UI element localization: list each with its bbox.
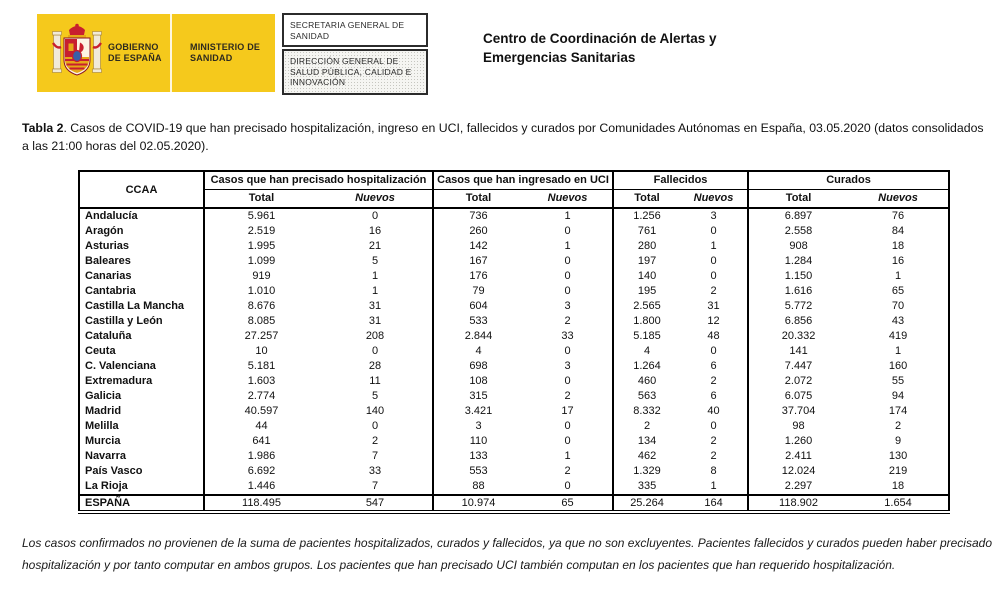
value-cell: 12 xyxy=(707,315,720,327)
column-header-ccaa: CCAA xyxy=(79,171,204,208)
value-cell: 1.329 xyxy=(613,464,680,479)
value-cell: 2.558 xyxy=(748,224,848,239)
value-cell: 0 xyxy=(564,435,571,447)
value-cell: 2.565 xyxy=(613,299,680,314)
ccaa-cell: País Vasco xyxy=(85,465,143,477)
value-cell: 2 xyxy=(371,435,379,447)
table-row xyxy=(79,224,949,239)
value-cell: 460 xyxy=(613,374,680,389)
ccaa-cell: Baleares xyxy=(85,255,131,267)
total-value-cell: 65 xyxy=(523,495,613,512)
org-boxes xyxy=(282,13,428,95)
value-cell: 160 xyxy=(888,360,908,372)
value-cell: 2.297 xyxy=(748,479,848,495)
value-cell: 134 xyxy=(613,434,680,449)
value-cell: 335 xyxy=(613,479,680,495)
value-cell: 40 xyxy=(707,405,720,417)
org-box-direccion-general: DIRECCIÓN GENERAL DE SALUD PÚBLICA, CALIDAD E INNOVACIÓN xyxy=(282,49,428,95)
value-cell: 18 xyxy=(891,480,905,492)
table-row xyxy=(79,359,949,374)
value-cell: 31 xyxy=(368,315,382,327)
total-row xyxy=(79,495,949,512)
value-cell: 7.447 xyxy=(748,359,848,374)
table-body xyxy=(79,208,949,495)
value-cell: 0 xyxy=(564,420,571,432)
value-cell: 736 xyxy=(433,208,523,224)
spain-coat-of-arms-icon xyxy=(52,23,102,84)
value-cell: 16 xyxy=(891,255,905,267)
value-cell: 1 xyxy=(894,270,902,282)
group-header-uci: Casos que han ingresado en UCI xyxy=(433,171,613,189)
value-cell: 6.692 xyxy=(204,464,318,479)
ccaa-cell: Canarias xyxy=(85,270,132,282)
value-cell: 0 xyxy=(564,270,571,282)
value-cell: 33 xyxy=(368,465,382,477)
ccaa-cell: Navarra xyxy=(85,450,126,462)
value-cell: 0 xyxy=(564,225,571,237)
value-cell: 110 xyxy=(433,434,523,449)
table-row xyxy=(79,329,949,344)
value-cell: 84 xyxy=(891,225,905,237)
table-row xyxy=(79,419,949,434)
value-cell: 2 xyxy=(564,315,571,327)
footnote: Los casos confirmados no provienen de la suma de pacientes hospitalizados, curados y fallecidos, ya que no son excluyentes. Pacientes fallecidos y curados pueden haber precisado hospitalización y por tanto computar en ambos grupos. Los pacientes que han precisado UCI también computan en los pacientes que han requerido hospitalización. xyxy=(22,536,992,572)
value-cell: 3 xyxy=(710,210,717,222)
value-cell: 76 xyxy=(891,210,905,222)
ccaa-cell: Murcia xyxy=(85,435,121,447)
value-cell: 10 xyxy=(204,344,318,359)
value-cell: 3 xyxy=(433,419,523,434)
ccaa-cell: Andalucía xyxy=(85,210,138,222)
value-cell: 12.024 xyxy=(748,464,848,479)
value-cell: 0 xyxy=(710,255,717,267)
table-row xyxy=(79,269,949,284)
subheader-uci-total: Total xyxy=(433,189,523,208)
total-value-cell: 118.495 xyxy=(204,495,318,512)
value-cell: 563 xyxy=(613,389,680,404)
value-cell: 7 xyxy=(371,480,379,492)
value-cell: 3 xyxy=(564,300,571,312)
ccaa-cell: Galicia xyxy=(85,390,122,402)
table-row xyxy=(79,449,949,464)
org-box-secretaria: SECRETARIA GENERAL DE SANIDAD xyxy=(282,13,428,47)
value-cell: 11 xyxy=(369,375,381,387)
value-cell: 919 xyxy=(204,269,318,284)
value-cell: 140 xyxy=(365,405,385,417)
subheader-uci-nuevos: Nuevos xyxy=(523,189,613,208)
table-row xyxy=(79,284,949,299)
value-cell: 20.332 xyxy=(748,329,848,344)
total-value-cell: 547 xyxy=(318,495,433,512)
value-cell: 33 xyxy=(561,330,574,342)
value-cell: 4 xyxy=(613,344,680,359)
value-cell: 3.421 xyxy=(433,404,523,419)
table-caption xyxy=(22,119,990,155)
value-cell: 8 xyxy=(710,465,717,477)
value-cell: 553 xyxy=(433,464,523,479)
table-row xyxy=(79,389,949,404)
covid-table xyxy=(78,170,950,514)
value-cell: 65 xyxy=(891,285,905,297)
value-cell: 2 xyxy=(894,420,902,432)
value-cell: 6.897 xyxy=(748,208,848,224)
subheader-hosp-total: Total xyxy=(204,189,318,208)
ccaa-cell: Castilla La Mancha xyxy=(85,300,185,312)
value-cell: 1.099 xyxy=(204,254,318,269)
value-cell: 1.260 xyxy=(748,434,848,449)
value-cell: 604 xyxy=(433,299,523,314)
table-row xyxy=(79,464,949,479)
value-cell: 5 xyxy=(371,255,379,267)
value-cell: 1 xyxy=(564,450,571,462)
value-cell: 130 xyxy=(888,450,908,462)
value-cell: 7 xyxy=(371,450,379,462)
value-cell: 48 xyxy=(707,330,720,342)
value-cell: 1.603 xyxy=(204,374,318,389)
value-cell: 141 xyxy=(748,344,848,359)
value-cell: 315 xyxy=(433,389,523,404)
value-cell: 44 xyxy=(204,419,318,434)
value-cell: 2 xyxy=(710,450,717,462)
value-cell: 419 xyxy=(888,330,908,342)
group-header-hospitalizacion: Casos que han precisado hospitalización xyxy=(204,171,433,189)
value-cell: 3 xyxy=(564,360,571,372)
logo-divider xyxy=(170,14,172,92)
value-cell: 6.856 xyxy=(748,314,848,329)
value-cell: 0 xyxy=(710,270,717,282)
government-label: GOBIERNO DE ESPAÑA xyxy=(108,42,162,63)
value-cell: 79 xyxy=(433,284,523,299)
value-cell: 1.616 xyxy=(748,284,848,299)
value-cell: 1.150 xyxy=(748,269,848,284)
value-cell: 1 xyxy=(710,480,717,492)
value-cell: 27.257 xyxy=(204,329,318,344)
value-cell: 0 xyxy=(710,225,717,237)
value-cell: 108 xyxy=(433,374,523,389)
ccaa-cell: Ceuta xyxy=(85,345,116,357)
value-cell: 1.446 xyxy=(204,479,318,495)
group-header-fallecidos: Fallecidos xyxy=(613,171,748,189)
ministry-label: MINISTERIO DE SANIDAD xyxy=(190,42,261,63)
value-cell: 1.986 xyxy=(204,449,318,464)
value-cell: 698 xyxy=(433,359,523,374)
table-row xyxy=(79,479,949,495)
value-cell: 142 xyxy=(433,239,523,254)
value-cell: 9 xyxy=(894,435,902,447)
value-cell: 2.411 xyxy=(748,449,848,464)
subheader-hosp-nuevos: Nuevos xyxy=(318,189,433,208)
value-cell: 8.332 xyxy=(613,404,680,419)
value-cell: 167 xyxy=(433,254,523,269)
ccaa-cell: La Rioja xyxy=(85,480,128,492)
value-cell: 1 xyxy=(371,270,379,282)
value-cell: 1.256 xyxy=(613,208,680,224)
value-cell: 88 xyxy=(433,479,523,495)
value-cell: 462 xyxy=(613,449,680,464)
value-cell: 37.704 xyxy=(748,404,848,419)
total-value-cell: 164 xyxy=(680,495,748,512)
value-cell: 98 xyxy=(748,419,848,434)
ccaa-cell: Asturias xyxy=(85,240,130,252)
value-cell: 0 xyxy=(564,345,571,357)
value-cell: 2.519 xyxy=(204,224,318,239)
value-cell: 5 xyxy=(371,390,379,402)
value-cell: 0 xyxy=(564,255,571,267)
value-cell: 4 xyxy=(433,344,523,359)
subheader-curados-nuevos: Nuevos xyxy=(848,189,949,208)
value-cell: 2 xyxy=(564,390,571,402)
value-cell: 17 xyxy=(561,405,574,417)
value-cell: 174 xyxy=(888,405,908,417)
value-cell: 533 xyxy=(433,314,523,329)
value-cell: 2.072 xyxy=(748,374,848,389)
value-cell: 0 xyxy=(371,420,379,432)
value-cell: 1 xyxy=(564,210,571,222)
value-cell: 55 xyxy=(891,375,905,387)
value-cell: 16 xyxy=(368,225,382,237)
value-cell: 219 xyxy=(888,465,908,477)
value-cell: 641 xyxy=(204,434,318,449)
value-cell: 1.264 xyxy=(613,359,680,374)
table-row xyxy=(79,299,949,314)
value-cell: 18 xyxy=(891,240,905,252)
government-logo-banner xyxy=(37,14,275,92)
value-cell: 0 xyxy=(564,375,571,387)
value-cell: 31 xyxy=(368,300,382,312)
value-cell: 1.800 xyxy=(613,314,680,329)
value-cell: 280 xyxy=(613,239,680,254)
value-cell: 2 xyxy=(613,419,680,434)
ccaa-cell: Cantabria xyxy=(85,285,136,297)
value-cell: 140 xyxy=(613,269,680,284)
total-row-label: ESPAÑA xyxy=(79,495,204,512)
value-cell: 1.995 xyxy=(204,239,318,254)
value-cell: 5.772 xyxy=(748,299,848,314)
value-cell: 176 xyxy=(433,269,523,284)
value-cell: 2 xyxy=(710,375,717,387)
value-cell: 1 xyxy=(564,240,571,252)
ccaa-cell: Melilla xyxy=(85,420,119,432)
value-cell: 5.181 xyxy=(204,359,318,374)
table-row xyxy=(79,404,949,419)
value-cell: 70 xyxy=(891,300,905,312)
value-cell: 5.961 xyxy=(204,208,318,224)
value-cell: 761 xyxy=(613,224,680,239)
value-cell: 6 xyxy=(710,360,717,372)
table-row xyxy=(79,374,949,389)
value-cell: 2 xyxy=(564,465,571,477)
value-cell: 1.284 xyxy=(748,254,848,269)
value-cell: 1 xyxy=(710,240,717,252)
table-row xyxy=(79,434,949,449)
value-cell: 0 xyxy=(710,345,717,357)
group-header-curados: Curados xyxy=(748,171,949,189)
ccaa-cell: Cataluña xyxy=(85,330,132,342)
table-caption-text: . Casos de COVID-19 que han precisado hospitalización, ingreso en UCI, fallecidos y curados por Comunidades Autónomas en España, 03.05.2020 (datos consolidados a las 21:00 horas del 02.05.2020). xyxy=(22,121,984,153)
total-value-cell: 10.974 xyxy=(433,495,523,512)
table-row xyxy=(79,208,949,224)
value-cell: 94 xyxy=(891,390,905,402)
value-cell: 28 xyxy=(368,360,382,372)
subheader-fallecidos-total: Total xyxy=(613,189,680,208)
value-cell: 5.185 xyxy=(613,329,680,344)
value-cell: 8.085 xyxy=(204,314,318,329)
table-row xyxy=(79,344,949,359)
table-row xyxy=(79,314,949,329)
value-cell: 2.774 xyxy=(204,389,318,404)
value-cell: 0 xyxy=(564,480,571,492)
value-cell: 133 xyxy=(433,449,523,464)
total-value-cell: 118.902 xyxy=(748,495,848,512)
center-title: Centro de Coordinación de Alertas y Emergencias Sanitarias xyxy=(483,31,717,65)
ccaa-cell: Extremadura xyxy=(85,375,153,387)
value-cell: 43 xyxy=(891,315,905,327)
table-caption-label: Tabla 2 xyxy=(22,121,64,135)
value-cell: 2 xyxy=(710,435,717,447)
total-value-cell: 1.654 xyxy=(848,495,949,512)
value-cell: 0 xyxy=(564,285,571,297)
value-cell: 1.010 xyxy=(204,284,318,299)
value-cell: 1 xyxy=(894,345,902,357)
table-row xyxy=(79,254,949,269)
table-row xyxy=(79,239,949,254)
ccaa-cell: Madrid xyxy=(85,405,122,417)
value-cell: 197 xyxy=(613,254,680,269)
value-cell: 0 xyxy=(371,345,379,357)
value-cell: 40.597 xyxy=(204,404,318,419)
subheader-fallecidos-nuevos: Nuevos xyxy=(680,189,748,208)
ccaa-cell: Aragón xyxy=(85,225,124,237)
value-cell: 195 xyxy=(613,284,680,299)
value-cell: 260 xyxy=(433,224,523,239)
value-cell: 8.676 xyxy=(204,299,318,314)
ccaa-cell: Castilla y León xyxy=(85,315,163,327)
value-cell: 0 xyxy=(371,210,379,222)
value-cell: 6 xyxy=(710,390,717,402)
value-cell: 21 xyxy=(368,240,382,252)
value-cell: 208 xyxy=(365,330,385,342)
value-cell: 0 xyxy=(710,420,717,432)
value-cell: 1 xyxy=(371,285,379,297)
value-cell: 31 xyxy=(707,300,720,312)
value-cell: 2.844 xyxy=(433,329,523,344)
value-cell: 2 xyxy=(710,285,717,297)
subheader-curados-total: Total xyxy=(748,189,848,208)
value-cell: 6.075 xyxy=(748,389,848,404)
total-value-cell: 25.264 xyxy=(613,495,680,512)
ccaa-cell: C. Valenciana xyxy=(85,360,156,372)
value-cell: 908 xyxy=(748,239,848,254)
